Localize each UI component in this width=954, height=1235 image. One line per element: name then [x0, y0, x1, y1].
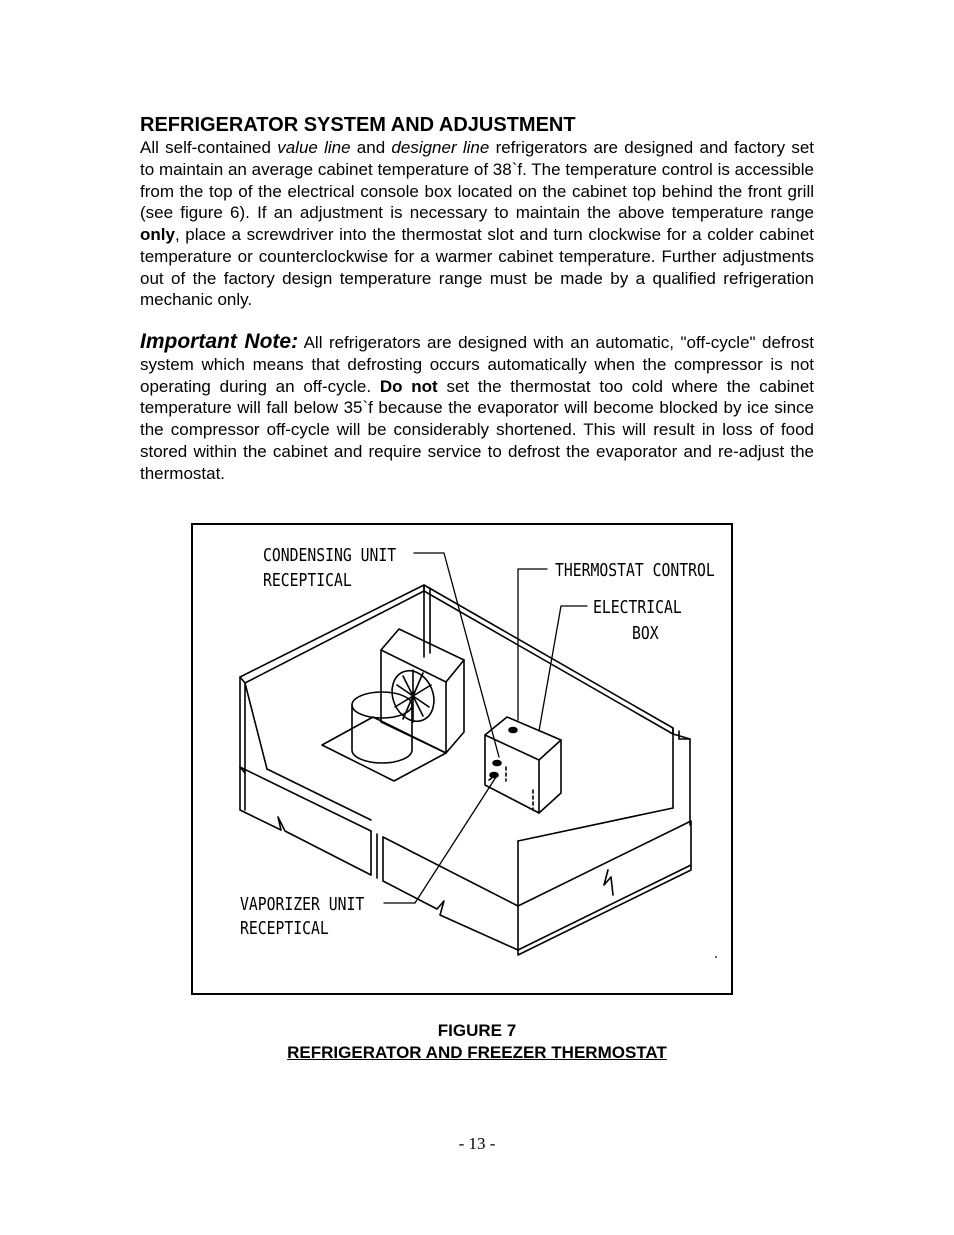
do-not-emphasis: Do not [379, 376, 438, 396]
condenser-fan-housing [381, 629, 464, 753]
condensing-receptical-label: RECEPTICAL [263, 569, 352, 591]
figure-number: FIGURE 7 [437, 1021, 517, 1040]
refrigerator-thermostat-diagram [193, 525, 731, 993]
diagram-labels [240, 545, 715, 939]
vaporizer-unit-label: VAPORIZER UNIT [240, 893, 365, 915]
page-number: - 13 - [458, 1134, 496, 1153]
important-note-label: Important Note: [140, 330, 299, 353]
important-note-paragraph: Important Note: All refrigerators are designed with an automatic, "off-cycle" defrost system which means that defrosting occurs automatically when the compressor is not operating during an off-cycle. Do not set the thermostat too cold where the cabinet temperature will fall below 35`f because the evaporator will become blocked by ice since the compressor off-cycle will be considerably shortened. This will result in loss of food stored within the cabinet and require service to defrost the evaporator and re-adjust the thermostat. [140, 330, 814, 483]
figure-title: REFRIGERATOR AND FREEZER THERMOSTAT [287, 1043, 667, 1062]
condensing-unit-label: CONDENSING UNIT [263, 544, 397, 566]
figure-7-frame [191, 523, 733, 995]
adjustment-paragraph: All self-contained value line and designer line refrigerators are designed and factory set to maintain an average cabinet temperature of 38`f. The temperature control is accessible from the top of the electrical console box located on the cabinet top behind the front grill (see figure 6). If an adjustment is necessary to maintain the above temperature range only, place a screwdriver into the thermostat slot and turn clockwise for a colder cabinet temperature or counterclockwise for a warmer cabinet temperature. Further adjustments out of the factory design temperature range must be made by a qualified refrigeration mechanic only. [140, 138, 815, 310]
designer-line-term: designer line [391, 138, 490, 157]
value-line-term: value line [277, 138, 351, 157]
thermostat-control-label: THERMOSTAT CONTROL [555, 559, 715, 581]
leader-lines [384, 553, 587, 903]
section-heading: REFRIGERATOR SYSTEM AND ADJUSTMENT [140, 114, 576, 136]
box-label: BOX [632, 622, 659, 644]
vaporizer-receptical-label: RECEPTICAL [240, 917, 329, 939]
electrical-label: ELECTRICAL [593, 596, 682, 618]
electrical-box [485, 717, 561, 813]
only-emphasis: only [140, 225, 175, 244]
